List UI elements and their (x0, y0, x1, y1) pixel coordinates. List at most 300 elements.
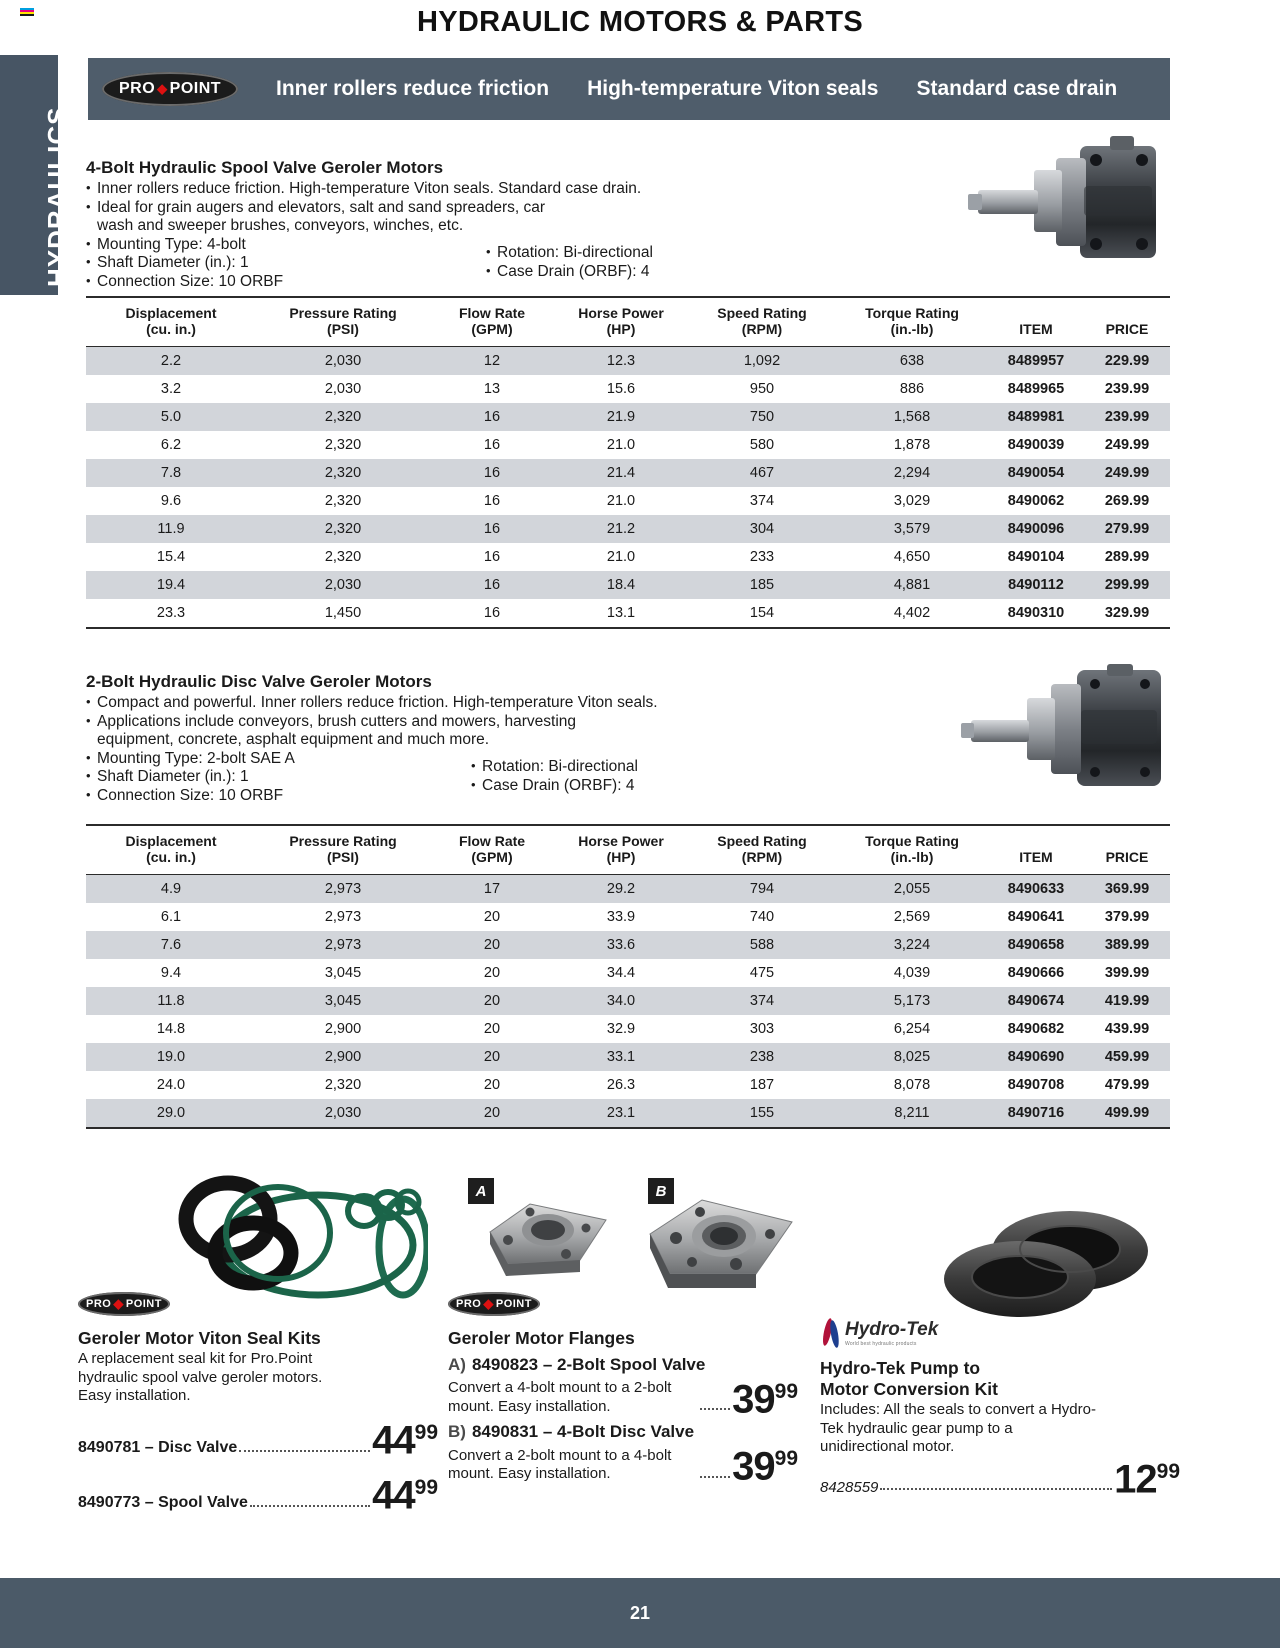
col-header-line: (HP) (606, 849, 636, 865)
cell-value: 20 (430, 987, 554, 1015)
cell-value: 11.9 (86, 515, 256, 543)
bullet: • Connection Size: 10 ORBF (86, 273, 641, 292)
cell-value: 21.9 (554, 403, 688, 431)
col-header-line: Torque Rating (865, 305, 959, 321)
hydrotek-brand-name: Hydro-Tek (845, 1319, 939, 1340)
table-body (86, 875, 1170, 1129)
col-header-line: (PSI) (327, 321, 359, 337)
cell-price: 369.99 (1084, 875, 1170, 904)
cell-value: 303 (688, 1015, 836, 1043)
cell-value: 2.2 (86, 347, 256, 376)
table-row (86, 1043, 1170, 1071)
table-row (86, 347, 1170, 376)
propoint-logo-seal-kits (78, 1292, 170, 1316)
cell-value: 3,029 (836, 487, 988, 515)
col-header-line: PRICE (1105, 321, 1149, 337)
cell-value: 950 (688, 375, 836, 403)
flange-b-letter: B) (448, 1422, 466, 1442)
col-header-line: (in.-lb) (890, 321, 934, 337)
table-row (86, 599, 1170, 628)
cell-value: 34.0 (554, 987, 688, 1015)
cell-value: 2,320 (256, 1071, 430, 1099)
product-hydrotek (820, 1318, 1180, 1501)
cell-value: 2,030 (256, 347, 430, 376)
col-pressure (256, 297, 430, 347)
bullet: • Rotation: Bi-directional (486, 244, 653, 263)
cell-price: 329.99 (1084, 599, 1170, 628)
section2-heading: 2-Bolt Hydraulic Disc Valve Geroler Motors (86, 672, 432, 691)
col-header-line: (PSI) (327, 849, 359, 865)
cell-value: 16 (430, 515, 554, 543)
cell-item: 8490054 (988, 459, 1084, 487)
col-header-line: Speed Rating (717, 305, 807, 321)
cell-value: 20 (430, 1043, 554, 1071)
cell-value: 16 (430, 431, 554, 459)
cell-value: 588 (688, 931, 836, 959)
product-desc-hydrotek: Includes: All the seals to convert a Hydro-Tek hydraulic gear pump to a unidirectional motor. (820, 1401, 1096, 1455)
cell-value: 16 (430, 459, 554, 487)
price: $44^{99}$ (372, 1473, 438, 1518)
cell-value: 304 (688, 515, 836, 543)
bullet: • Ideal for grain augers and elevators, salt and sand spreaders, car (86, 199, 641, 218)
cell-value: 155 (688, 1099, 836, 1128)
feature-3: Standard case drain (916, 77, 1118, 100)
product-image-2-bolt-motor (955, 664, 1170, 804)
cell-item: 8490716 (988, 1099, 1084, 1128)
cell-value: 15.4 (86, 543, 256, 571)
product-title-hydrotek-line2: Motor Conversion Kit (820, 1379, 998, 1399)
cell-item: 8489957 (988, 347, 1084, 376)
sku-row-spool-valve (78, 1471, 438, 1518)
cell-value: 233 (688, 543, 836, 571)
feature-1: Inner rollers reduce friction (276, 77, 550, 100)
cell-price: 389.99 (1084, 931, 1170, 959)
cell-value: 23.1 (554, 1099, 688, 1128)
col-header-line: Speed Rating (717, 833, 807, 849)
cell-value: 19.0 (86, 1043, 256, 1071)
table-body (86, 347, 1170, 629)
col-header-line: (RPM) (741, 849, 783, 865)
cell-value: 3.2 (86, 375, 256, 403)
cell-value: 2,320 (256, 403, 430, 431)
table-header-row (86, 297, 1170, 347)
col-header-line: (HP) (606, 321, 636, 337)
cell-item: 8490666 (988, 959, 1084, 987)
cell-value: 2,294 (836, 459, 988, 487)
table-row (86, 1099, 1170, 1128)
cell-value: 4,881 (836, 571, 988, 599)
cell-value: 2,055 (836, 875, 988, 904)
cell-value: 2,030 (256, 375, 430, 403)
cell-value: 24.0 (86, 1071, 256, 1099)
col-torque (836, 297, 988, 347)
col-flow (430, 825, 554, 875)
cell-value: 2,900 (256, 1015, 430, 1043)
cell-value: 21.4 (554, 459, 688, 487)
cell-value: 3,224 (836, 931, 988, 959)
product-image-seal-kits (168, 1175, 428, 1305)
leader-dots (239, 1450, 370, 1452)
cell-value: 2,973 (256, 875, 430, 904)
table-header-row (86, 825, 1170, 875)
col-price (1084, 297, 1170, 347)
bullet: • Inner rollers reduce friction. High-temperature Viton seals. Standard case drain. (86, 180, 641, 199)
cell-value: 467 (688, 459, 836, 487)
cell-value: 21.2 (554, 515, 688, 543)
price: $44^{99}$ (372, 1417, 438, 1462)
cell-price: 439.99 (1084, 1015, 1170, 1043)
cell-value: 2,569 (836, 903, 988, 931)
bullet: • Mounting Type: 4-bolt (86, 236, 641, 255)
cell-item: 8490682 (988, 1015, 1084, 1043)
cell-item: 8490062 (988, 487, 1084, 515)
cell-value: 2,973 (256, 931, 430, 959)
propoint-logo-text-right: POINT (495, 1298, 532, 1310)
cell-value: 29.0 (86, 1099, 256, 1128)
cell-value: 32.9 (554, 1015, 688, 1043)
cell-item: 8490658 (988, 931, 1084, 959)
cell-value: 238 (688, 1043, 836, 1071)
cell-value: 580 (688, 431, 836, 459)
cell-value: 2,320 (256, 515, 430, 543)
page-number: 21 (629, 1602, 651, 1623)
cell-value: 1,878 (836, 431, 988, 459)
cell-item: 8490310 (988, 599, 1084, 628)
cell-value: 16 (430, 403, 554, 431)
cell-value: 13.1 (554, 599, 688, 628)
bullet: • Applications include conveyors, brush cutters and mowers, harvesting (86, 713, 1170, 732)
propoint-logo-text-left: PRO (86, 1298, 112, 1310)
col-price (1084, 825, 1170, 875)
cell-value: 18.4 (554, 571, 688, 599)
cell-value: 794 (688, 875, 836, 904)
col-header-line: PRICE (1105, 849, 1149, 865)
flange-a-letter: A) (448, 1355, 466, 1374)
sku-label: 8490773 – Spool Valve (78, 1494, 248, 1512)
cell-value: 16 (430, 543, 554, 571)
cell-item: 8490096 (988, 515, 1084, 543)
leader-dots (700, 1476, 730, 1478)
col-header-line: Torque Rating (865, 833, 959, 849)
section-tab-hydraulics (0, 55, 72, 295)
cell-item: 8490633 (988, 875, 1084, 904)
bullet: • Case Drain (ORBF): 4 (486, 263, 653, 282)
col-speed (688, 825, 836, 875)
cell-value: 20 (430, 903, 554, 931)
product-title-hydrotek-line1: Hydro-Tek Pump to (820, 1358, 981, 1378)
hydrotek-sku: 8428559 (820, 1478, 879, 1496)
col-hp (554, 825, 688, 875)
col-header-line: (RPM) (741, 321, 783, 337)
cell-item: 8490708 (988, 1071, 1084, 1099)
table-row (86, 487, 1170, 515)
col-header-line: ITEM (1019, 849, 1053, 865)
cell-value: 475 (688, 959, 836, 987)
cell-value: 3,579 (836, 515, 988, 543)
callout-badge-a: A (468, 1178, 494, 1204)
section1-heading: 4-Bolt Hydraulic Spool Valve Geroler Motors (86, 158, 444, 177)
propoint-logo-dot-icon: ◆ (483, 1296, 494, 1311)
bullet: • Mounting Type: 2-bolt SAE A (86, 750, 1170, 769)
cell-item: 8490641 (988, 903, 1084, 931)
cell-value: 2,320 (256, 487, 430, 515)
cell-value: 21.0 (554, 487, 688, 515)
cell-value: 5.0 (86, 403, 256, 431)
cell-value: 14.8 (86, 1015, 256, 1043)
cell-price: 239.99 (1084, 375, 1170, 403)
col-header-line: (GPM) (471, 321, 513, 337)
cell-price: 249.99 (1084, 459, 1170, 487)
cell-value: 750 (688, 403, 836, 431)
cell-value: 17 (430, 875, 554, 904)
col-header-line: Pressure Rating (289, 833, 397, 849)
cell-value: 374 (688, 987, 836, 1015)
spec-table-2-bolt-wrap (86, 824, 1170, 1129)
col-header-line: Flow Rate (458, 833, 526, 849)
feature-2: High-temperature Viton seals (587, 77, 879, 100)
cell-price: 399.99 (1084, 959, 1170, 987)
cell-value: 20 (430, 931, 554, 959)
cell-value: 2,900 (256, 1043, 430, 1071)
bullet: • Shaft Diameter (in.): 1 (86, 254, 641, 273)
flange-a-desc: Convert a 4-bolt mount to a 2-bolt mount. Easy installation. (448, 1379, 672, 1415)
flange-item-b-heading (448, 1422, 798, 1442)
cell-value: 2,320 (256, 459, 430, 487)
col-item (988, 297, 1084, 347)
product-image-hydrotek-seals (920, 1205, 1170, 1325)
product-flanges (448, 1292, 798, 1489)
page-title: HYDRAULIC MOTORS & PARTS (417, 6, 863, 38)
flange-a-label: 8490823 – 2-Bolt Spool Valve (471, 1355, 706, 1374)
table-row (86, 959, 1170, 987)
col-speed (688, 297, 836, 347)
propoint-logo-dot-icon: ◆ (113, 1296, 124, 1311)
product-desc-seal-kits: A replacement seal kit for Pro.Point hydraulic spool valve geroler motors. Easy installation. (78, 1350, 323, 1404)
section1-bullets-right (486, 244, 653, 281)
cell-price: 239.99 (1084, 403, 1170, 431)
cell-value: 8,025 (836, 1043, 988, 1071)
spec-table-4-bolt-wrap (86, 296, 1170, 629)
col-header-line: Pressure Rating (289, 305, 397, 321)
bullet-cont: equipment, concrete, asphalt equipment and much more. (97, 731, 490, 749)
spec-table-2-bolt (86, 824, 1170, 1129)
cell-item: 8489965 (988, 375, 1084, 403)
flange-item-b-row (448, 1442, 798, 1489)
cell-value: 20 (430, 1099, 554, 1128)
table-row (86, 931, 1170, 959)
cell-value: 886 (836, 375, 988, 403)
cell-value: 7.6 (86, 931, 256, 959)
hydrotek-logo (820, 1318, 1180, 1348)
cell-value: 185 (688, 571, 836, 599)
cell-value: 12.3 (554, 347, 688, 376)
table-row (86, 375, 1170, 403)
col-header-line: Displacement (125, 833, 217, 849)
col-torque (836, 825, 988, 875)
callout-badge-b: B (648, 1178, 674, 1204)
cell-item: 8490674 (988, 987, 1084, 1015)
cell-item: 8490112 (988, 571, 1084, 599)
bullet-cont: wash and sweeper brushes, conveyors, winches, etc. (97, 217, 464, 235)
table-row (86, 1071, 1170, 1099)
cell-value: 29.2 (554, 875, 688, 904)
cell-item: 8490690 (988, 1043, 1084, 1071)
cell-price: 379.99 (1084, 903, 1170, 931)
cell-value: 8,211 (836, 1099, 988, 1128)
price: $39^{99}$ (732, 1444, 798, 1489)
propoint-logo-flanges (448, 1292, 540, 1316)
feature-bar (88, 58, 1170, 120)
cell-value: 20 (430, 959, 554, 987)
table-row (86, 571, 1170, 599)
cell-price: 479.99 (1084, 1071, 1170, 1099)
col-displacement (86, 297, 256, 347)
cell-value: 2,973 (256, 903, 430, 931)
table-row (86, 987, 1170, 1015)
cell-value: 20 (430, 1015, 554, 1043)
flange-item-a-heading (448, 1355, 798, 1375)
propoint-logo-text-right: POINT (125, 1298, 162, 1310)
cell-value: 8,078 (836, 1071, 988, 1099)
cell-value: 23.3 (86, 599, 256, 628)
product-title-seal-kits: Geroler Motor Viton Seal Kits (78, 1328, 321, 1348)
price: $39^{99}$ (732, 1377, 798, 1422)
cell-value: 16 (430, 571, 554, 599)
cell-item: 8490039 (988, 431, 1084, 459)
table-row (86, 543, 1170, 571)
cell-value: 1,450 (256, 599, 430, 628)
cell-value: 4,039 (836, 959, 988, 987)
cell-value: 12 (430, 347, 554, 376)
col-header-line: Horse Power (578, 833, 664, 849)
bullet: • Rotation: Bi-directional (471, 758, 638, 777)
cell-value: 2,030 (256, 1099, 430, 1128)
cell-value: 4,402 (836, 599, 988, 628)
bullet: • Compact and powerful. Inner rollers reduce friction. High-temperature Viton seals. (86, 694, 1170, 713)
col-header-line: Horse Power (578, 305, 664, 321)
cell-value: 2,030 (256, 571, 430, 599)
product-image-flange-a (468, 1190, 628, 1300)
col-header-line: (in.-lb) (890, 849, 934, 865)
cell-price: 229.99 (1084, 347, 1170, 376)
col-header-line: (cu. in.) (146, 849, 196, 865)
cell-value: 34.4 (554, 959, 688, 987)
cell-price: 419.99 (1084, 987, 1170, 1015)
cell-value: 3,045 (256, 959, 430, 987)
hydrotek-sku-row (820, 1455, 1180, 1501)
bullet: • Shaft Diameter (in.): 1 (86, 768, 1170, 787)
table-row (86, 875, 1170, 904)
col-header-line: (GPM) (471, 849, 513, 865)
cell-item: 8489981 (988, 403, 1084, 431)
col-hp (554, 297, 688, 347)
spec-table-4-bolt (86, 296, 1170, 629)
cell-value: 33.6 (554, 931, 688, 959)
cell-value: 6.1 (86, 903, 256, 931)
cell-value: 5,173 (836, 987, 988, 1015)
price: $12^{99}$ (1114, 1456, 1180, 1501)
hydrotek-mark-icon (820, 1318, 842, 1348)
table-row (86, 459, 1170, 487)
sku-label: 8490781 – Disc Valve (78, 1438, 238, 1456)
cell-price: 279.99 (1084, 515, 1170, 543)
cell-value: 154 (688, 599, 836, 628)
cell-price: 499.99 (1084, 1099, 1170, 1128)
propoint-logo-dot-icon: ◆ (157, 81, 168, 96)
cell-value: 740 (688, 903, 836, 931)
product-image-4-bolt-motor (960, 136, 1170, 276)
cell-value: 187 (688, 1071, 836, 1099)
propoint-logo (102, 72, 238, 106)
cell-price: 269.99 (1084, 487, 1170, 515)
table-row (86, 1015, 1170, 1043)
cell-value: 26.3 (554, 1071, 688, 1099)
cell-item: 8490104 (988, 543, 1084, 571)
cell-value: 9.4 (86, 959, 256, 987)
cell-value: 13 (430, 375, 554, 403)
table-row (86, 515, 1170, 543)
propoint-logo-text-right: POINT (169, 80, 222, 97)
cell-value: 6,254 (836, 1015, 988, 1043)
col-header-line: ITEM (1019, 321, 1053, 337)
table-row (86, 431, 1170, 459)
cell-value: 1,568 (836, 403, 988, 431)
cell-value: 9.6 (86, 487, 256, 515)
table-row (86, 403, 1170, 431)
section-tab-label: HYDRAULICS (42, 106, 72, 287)
product-title-flanges: Geroler Motor Flanges (448, 1328, 635, 1348)
cell-value: 1,092 (688, 347, 836, 376)
cell-price: 249.99 (1084, 431, 1170, 459)
hydrotek-brand-tagline: World best hydraulic products (845, 1341, 917, 1347)
table-row (86, 903, 1170, 931)
flange-b-desc: Convert a 2-bolt mount to a 4-bolt mount. Easy installation. (448, 1446, 672, 1483)
cell-value: 7.8 (86, 459, 256, 487)
flange-b-label: 8490831 – 4-Bolt Disc Valve (471, 1422, 695, 1442)
cell-value: 4.9 (86, 875, 256, 904)
cell-value: 638 (836, 347, 988, 376)
leader-dots (700, 1408, 730, 1410)
col-displacement (86, 825, 256, 875)
cell-value: 33.1 (554, 1043, 688, 1071)
cell-value: 15.6 (554, 375, 688, 403)
cell-value: 4,650 (836, 543, 988, 571)
cell-value: 20 (430, 1071, 554, 1099)
bullet: • Case Drain (ORBF): 4 (471, 777, 638, 796)
cell-value: 21.0 (554, 543, 688, 571)
sku-row-disc-valve (78, 1416, 438, 1462)
bullet: • Connection Size: 10 ORBF (86, 787, 1170, 806)
cell-value: 11.8 (86, 987, 256, 1015)
product-seal-kits (78, 1292, 438, 1518)
cell-value: 3,045 (256, 987, 430, 1015)
cell-price: 299.99 (1084, 571, 1170, 599)
cell-value: 2,320 (256, 543, 430, 571)
leader-dots (880, 1488, 1112, 1490)
propoint-logo-text-left: PRO (456, 1298, 482, 1310)
col-header-line: (cu. in.) (146, 321, 196, 337)
cell-value: 6.2 (86, 431, 256, 459)
page-footer (0, 1578, 1280, 1648)
cell-price: 459.99 (1084, 1043, 1170, 1071)
cell-value: 16 (430, 599, 554, 628)
col-item (988, 825, 1084, 875)
cell-value: 374 (688, 487, 836, 515)
col-flow (430, 297, 554, 347)
cell-value: 2,320 (256, 431, 430, 459)
col-header-line: Flow Rate (458, 305, 526, 321)
propoint-logo-text-left: PRO (118, 80, 156, 97)
